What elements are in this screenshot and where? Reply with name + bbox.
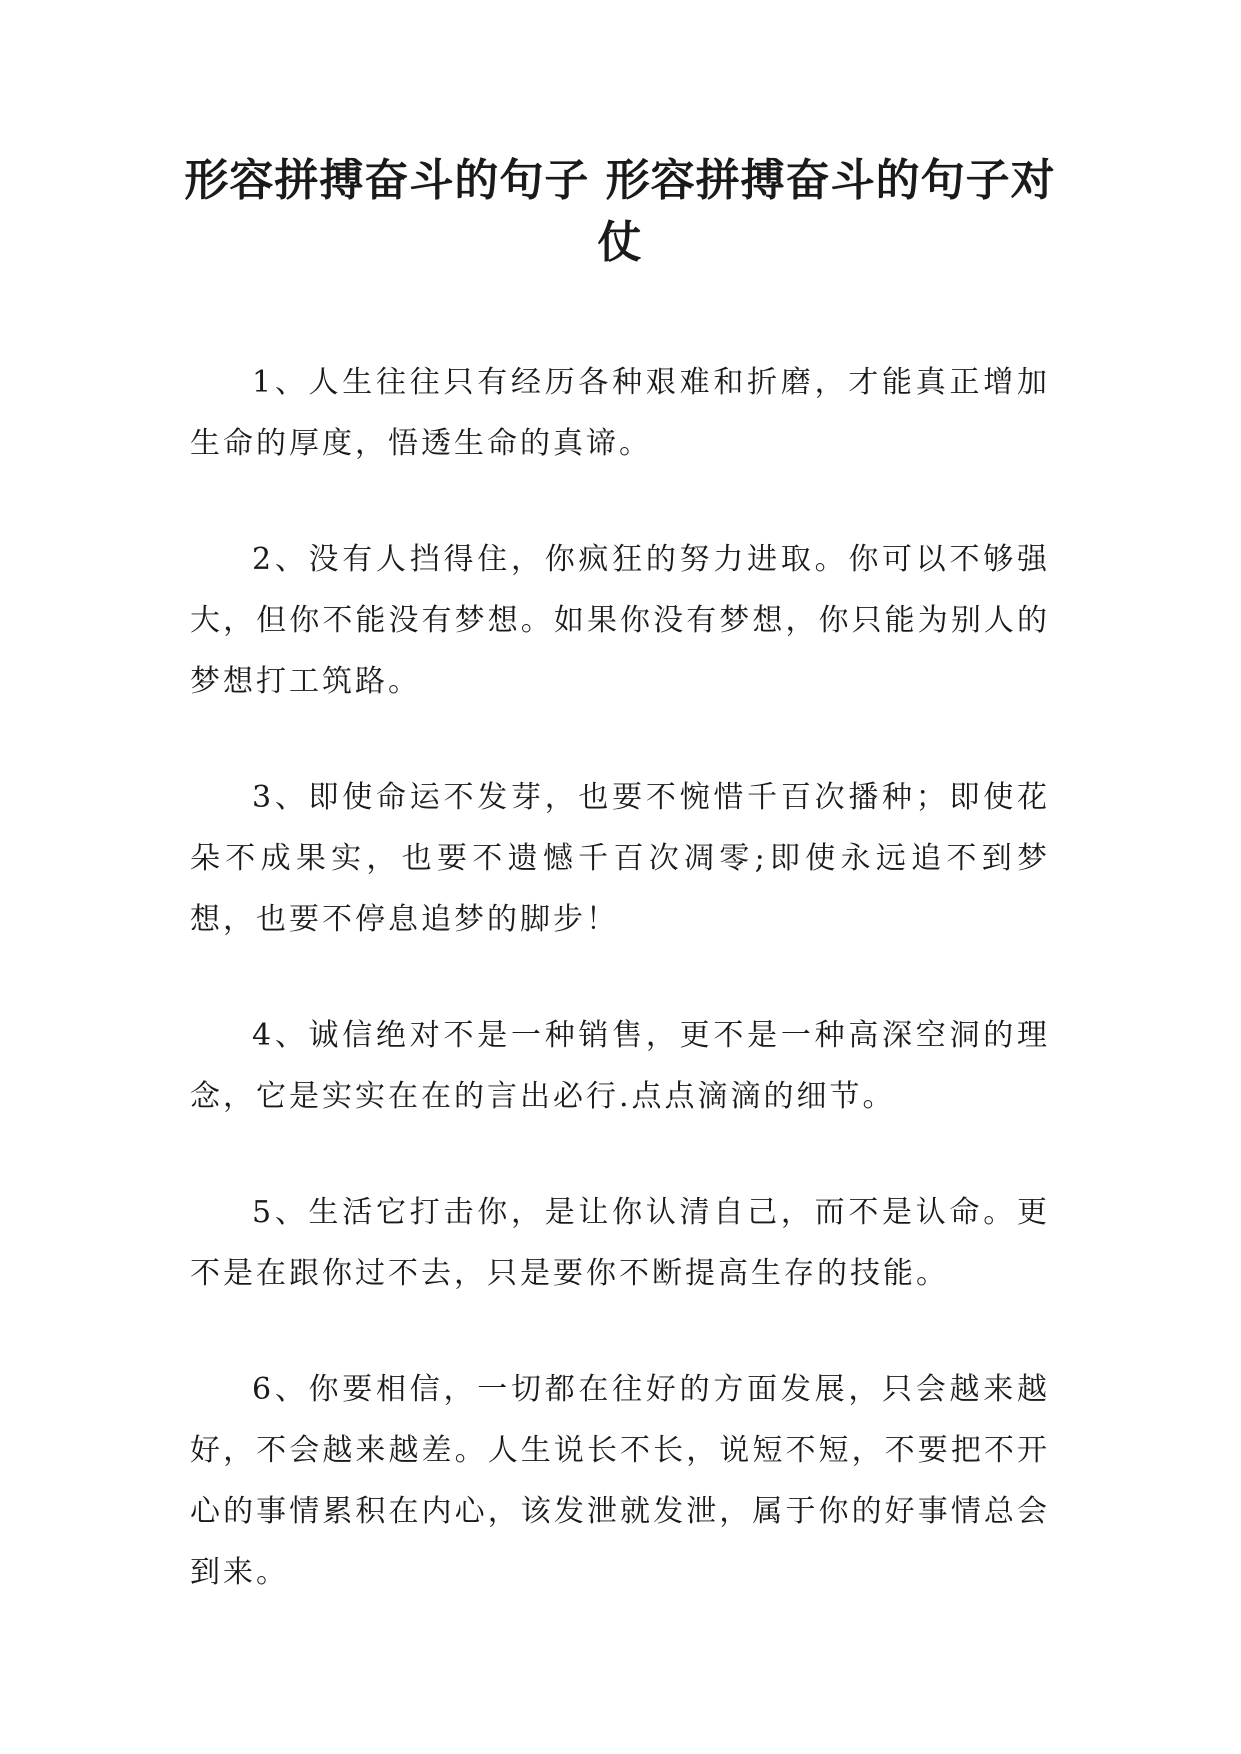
paragraph-5: 5、生活它打击你，是让你认清自己，而不是认命。更不是在跟你过不去，只是要你不断提高生存的技能。 [190, 1195, 1050, 1291]
paragraph-1: 1、人生往往只有经历各种艰难和折磨，才能真正增加生命的厚度，悟透生命的真谛。 [190, 365, 1050, 461]
paragraph-2: 2、没有人挡得住，你疯狂的努力进取。你可以不够强大，但你不能没有梦想。如果你没有梦想，你只能为别人的梦想打工筑路。 [190, 542, 1050, 699]
document-body [190, 352, 1050, 1658]
paragraph-6: 6、你要相信，一切都在往好的方面发展，只会越来越好，不会越来越差。人生说长不长，说短不短，不要把不开心的事情累积在内心，该发泄就发泄，属于你的好事情总会到来。 [190, 1372, 1050, 1590]
paragraph-4: 4、诚信绝对不是一种销售，更不是一种高深空洞的理念，它是实实在在的言出必行.点点滴滴的细节。 [190, 1018, 1050, 1114]
document-title: 形容拼搏奋斗的句子 形容拼搏奋斗的句子对仗 [184, 155, 1056, 268]
paragraph-3: 3、即使命运不发芽，也要不惋惜千百次播种；即使花朵不成果实，也要不遗憾千百次凋零;即使永远追不到梦想，也要不停息追梦的脚步！ [190, 780, 1050, 937]
